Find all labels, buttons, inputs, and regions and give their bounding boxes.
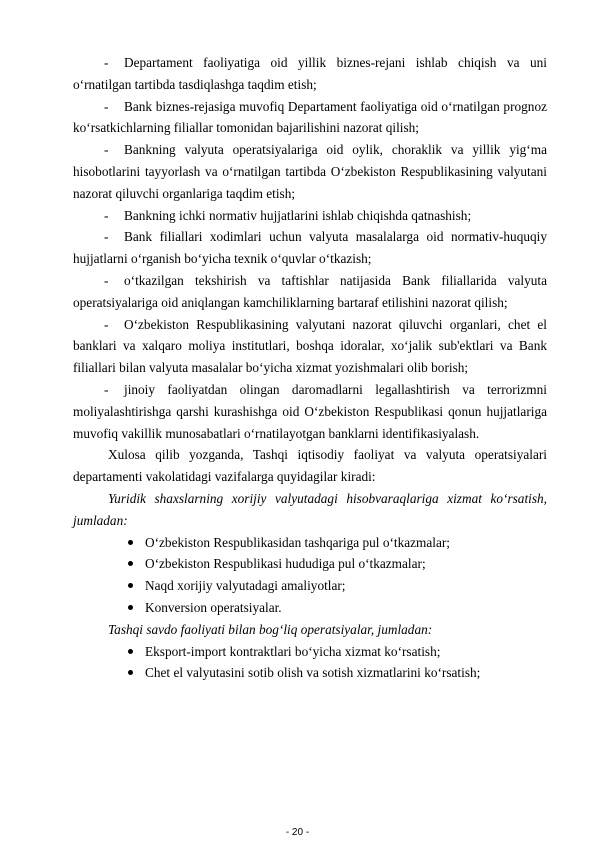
duty-item [73, 379, 547, 444]
duty-item [73, 205, 547, 227]
duty-text: o‘tkazilgan tekshirish va taftishlar natijasida Bank filiallarida valyuta operatsiyalariga oid aniqlangan kamchiliklarning bartaraf etilishini nazorat qilish; [73, 272, 547, 310]
duty-text: O‘zbekiston Respublikasining valyutani nazorat qiluvchi organlari, chet el banklari va xalqaro moliya institutlari, boshqa idoralar, xo‘jalik sub'ektlari va Bank filiallari bilan valyuta masalalar bo‘yicha xizmat yozishmalari olib borish; [73, 316, 547, 376]
dash-marker: - [104, 142, 109, 158]
duty-text: Bank filiallari xodimlari uchun valyuta masalalarga oid normativ-huquqiy hujjatlarni o‘rganish bo‘yicha texnik o‘quvlar o‘tkazish; [73, 229, 547, 267]
duty-text: Bankning ichki normativ hujjatlarini ishlab chiqishda qatnashish; [124, 207, 472, 223]
duty-item [73, 314, 547, 379]
bullet-item [145, 553, 547, 575]
duty-text: jinoiy faoliyatdan olingan daromadlarni legallashtirish va terrorizmni moliyalashtirishga qarshi kurashishga oid O‘zbekiston Respublikasi qonun hujjatlariga muvofiq vakillik munosabatlari o‘rnatilayotgan banklarni identifikasiyalash. [73, 381, 547, 441]
dash-marker: - [104, 272, 109, 288]
duty-item [73, 270, 547, 314]
bullet-text: Naqd xorijiy valyutadagi amaliyotlar; [145, 578, 346, 594]
bullet-item [145, 662, 547, 684]
dash-marker: - [104, 381, 109, 397]
duty-item [73, 96, 547, 140]
bullet-icon [128, 540, 133, 545]
section1-heading: Yuridik shaxslarning xorijiy valyutadagi hisobvaraqlariga xizmat ko‘rsatish, jumladan: [73, 490, 547, 528]
bullet-text: Konversion operatsiyalar. [145, 599, 282, 615]
dash-marker: - [104, 55, 109, 70]
bullet-icon [128, 561, 133, 566]
dash-marker: - [104, 229, 109, 245]
bullet-text: O‘zbekiston Respublikasidan tashqariga pul o‘tkazmalar; [145, 534, 451, 550]
bullet-item [145, 532, 547, 554]
section1-list [73, 532, 547, 619]
duty-item [73, 52, 547, 96]
bullet-item [145, 575, 547, 597]
duty-text: Bankning valyuta operatsiyalariga oid oylik, choraklik va yillik yig‘ma hisobotlarini tayyorlash va o‘rnatilgan tartibda O‘zbekiston Respublikasining valyutani nazorat qiluvchi organlariga taqdim etish; [73, 142, 547, 201]
bullet-text: O‘zbekiston Respublikasi hududiga pul o‘tkazmalar; [145, 556, 426, 572]
summary-paragraph: Xulosa qilib yozganda, Tashqi iqtisodiy faoliyat va valyuta operatsiyalari departamenti vakolatidagi vazifalarga quyidagilar kiradi: [73, 447, 547, 485]
dash-marker: - [104, 316, 109, 332]
bullet-text: Chet el valyutasini sotib olish va sotish xizmatlarini ko‘rsatish; [145, 665, 481, 681]
dash-marker: - [104, 98, 109, 114]
section2-heading: Tashqi savdo faoliyati bilan bog‘liq operatsiyalar, jumladan: [108, 621, 433, 637]
bullet-icon [128, 670, 133, 675]
duty-text: Bank biznes-rejasiga muvofiq Departament faoliyatiga oid o‘rnatilgan prognoz ko‘rsatkichlarning filiallar tomonidan bajarilishini nazorat qilish; [73, 98, 547, 136]
page-number: - 20 - [285, 827, 310, 838]
bullet-item [145, 641, 547, 663]
duty-text: Departament faoliyatiga oid yillik biznes-rejani ishlab chiqish va uni o‘rnatilgan tartibda tasdiqlashga taqdim etish; [73, 55, 547, 92]
duty-item [73, 139, 547, 204]
bullet-icon [128, 583, 133, 588]
duty-item [73, 226, 547, 270]
section2-list [73, 641, 547, 685]
document-body [73, 52, 547, 684]
dash-marker: - [104, 207, 109, 223]
bullet-text: Eksport-import kontraktlari bo‘yicha xizmat ko‘rsatish; [145, 643, 441, 659]
bullet-icon [128, 605, 133, 610]
bullet-item [145, 597, 547, 619]
bullet-icon [128, 649, 133, 654]
duties-list [73, 52, 547, 444]
